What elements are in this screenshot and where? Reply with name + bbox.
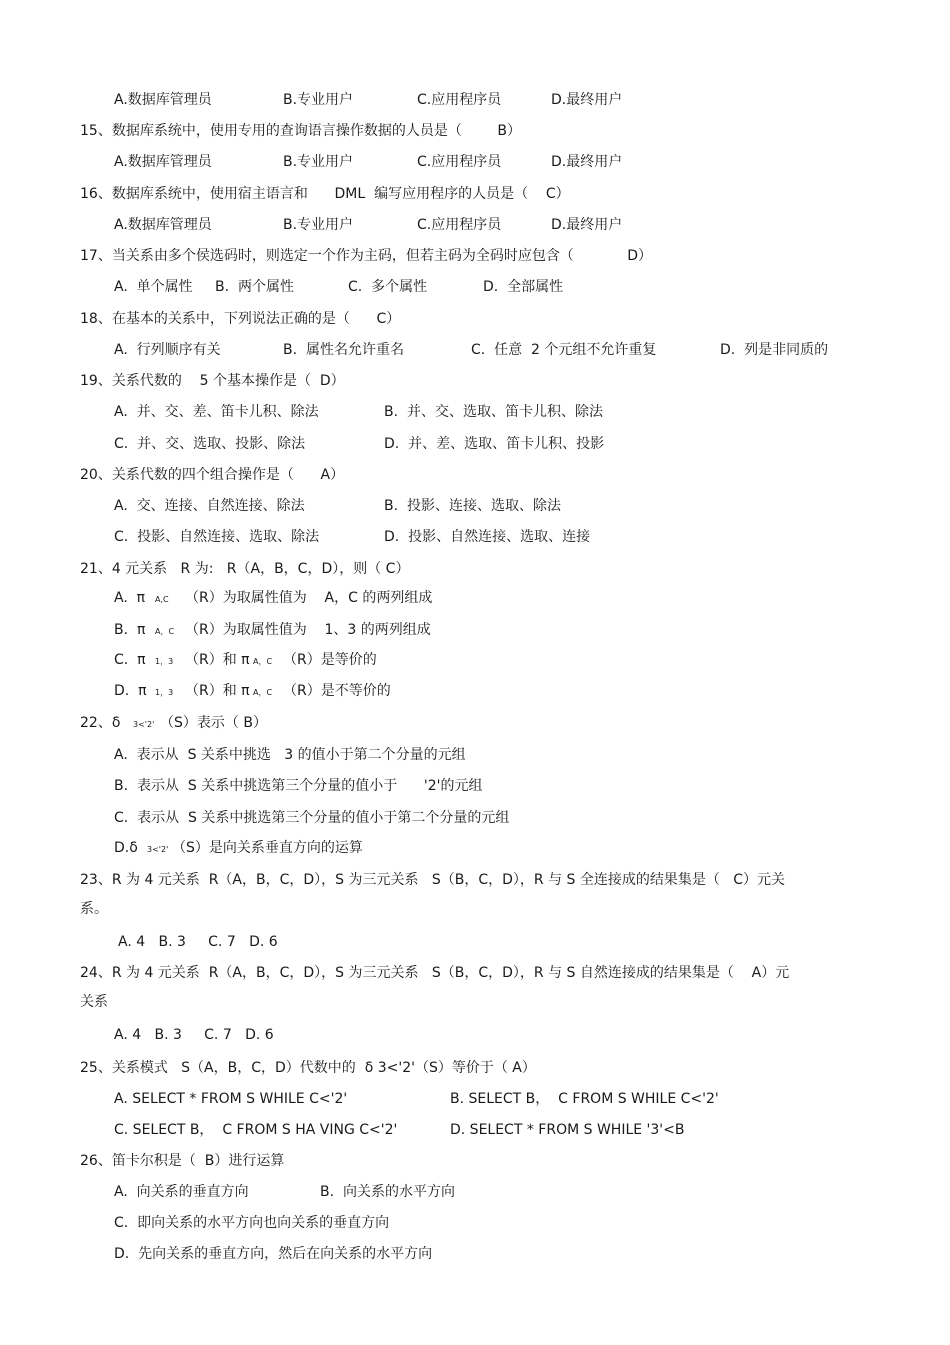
subscript-text: A,C (155, 595, 169, 604)
subscript-text: A，C (253, 657, 273, 666)
document-text-line: 23、R 为 4 元关系 R（A，B，C，D），S 为三元关系 S（B，C，D），R 与 S 全连接成的结果集是（ C）元关 (80, 872, 785, 888)
document-text-line: 22、δ (80, 715, 125, 731)
document-text-line: D.最终用户 (551, 92, 623, 108)
document-text-line: 25、关系模式 S（A，B，C，D）代数中的 δ 3<'2'（S）等价于（ A） (80, 1060, 536, 1076)
document-text-line: A. SELECT * FROM S WHILE C<'2' (114, 1091, 348, 1107)
document-text-line: D. SELECT * FROM S WHILE '3'<B (450, 1122, 685, 1138)
document-text-line: B. SELECT B， C FROM S WHILE C<'2' (450, 1091, 719, 1107)
document-text-line: B. 属性名允许重名 (283, 342, 404, 358)
document-text-line: （R）是不等价的 (283, 683, 391, 699)
document-text-line: D. 先向关系的垂直方向，然后在向关系的水平方向 (114, 1246, 433, 1262)
document-text-line: （R）和 π (185, 652, 255, 668)
document-text-line: C. 并、交、选取、投影、除法 (114, 436, 306, 452)
document-text-line: （R）为取属性值为 A，C 的两列组成 (185, 590, 433, 606)
document-text-line: A. 表示从 S 关系中挑选 3 的值小于第二个分量的元组 (114, 747, 466, 763)
document-text-line: A. 单个属性 (114, 279, 193, 295)
document-text-line: （R）是等价的 (283, 652, 377, 668)
document-text-line: C. 即向关系的水平方向也向关系的垂直方向 (114, 1215, 390, 1231)
subscript-text: A，C (155, 627, 175, 636)
document-text-line: A. 4 B. 3 C. 7 D. 6 (114, 1027, 274, 1043)
document-text-line: C.应用程序员 (417, 154, 502, 170)
document-text-line: C. 多个属性 (348, 279, 428, 295)
document-text-line: B.专业用户 (283, 217, 354, 233)
document-text-line: D. 投影、自然连接、选取、连接 (384, 529, 591, 545)
document-text-line: D. 全部属性 (483, 279, 564, 295)
document-text-line: C.应用程序员 (417, 92, 502, 108)
document-text-line: C. 投影、自然连接、选取、除法 (114, 529, 320, 545)
document-text-line: C. 任意 2 个元组不允许重复 (471, 342, 657, 358)
document-text-line: A. π (114, 590, 150, 606)
document-text-line: 15、数据库系统中，使用专用的查询语言操作数据的人员是（ B） (80, 123, 522, 139)
document-text-line: C. SELECT B， C FROM S HA VING C<'2' (114, 1122, 398, 1138)
subscript-text: A，C (253, 688, 273, 697)
document-text-line: 21、4 元关系 R 为: R（A，B，C，D），则（ C） (80, 561, 410, 577)
document-text-line: B. π (114, 622, 150, 638)
subscript-text: 1，3 (155, 688, 174, 697)
document-text-line: （S）是向关系垂直方向的运算 (172, 840, 363, 856)
document-text-line: B. 并、交、选取、笛卡儿积、除法 (384, 404, 603, 420)
document-text-line: 19、关系代数的 5 个基本操作是（ D） (80, 373, 345, 389)
document-text-line: 16、数据库系统中，使用宿主语言和 DML 编写应用程序的人员是（ C） (80, 186, 570, 202)
document-text-line: D. π (114, 683, 152, 699)
document-text-line: B. 两个属性 (215, 279, 294, 295)
document-text-line: A. 交、连接、自然连接、除法 (114, 498, 305, 514)
document-text-line: B.专业用户 (283, 154, 354, 170)
document-text-line: A. 向关系的垂直方向 (114, 1184, 249, 1200)
document-text-line: 20、关系代数的四个组合操作是（ A） (80, 467, 345, 483)
document-text-line: A.数据库管理员 (114, 92, 212, 108)
document-text-line: B.专业用户 (283, 92, 354, 108)
document-text-line: C. 表示从 S 关系中挑选第三个分量的值小于第二个分量的元组 (114, 810, 510, 826)
document-text-line: A.数据库管理员 (114, 154, 212, 170)
document-text-line: （R）和 π (185, 683, 255, 699)
document-text-line: 系。 (80, 901, 108, 917)
subscript-text: 3<'2' (133, 720, 155, 729)
document-text-line: B. 表示从 S 关系中挑选第三个分量的值小于 '2'的元组 (114, 778, 483, 794)
document-text-line: （S）表示（ B） (160, 715, 267, 731)
document-text-line: D.最终用户 (551, 154, 623, 170)
document-text-line: A. 行列顺序有关 (114, 342, 221, 358)
document-text-line: B. 向关系的水平方向 (320, 1184, 455, 1200)
document-text-line: C.应用程序员 (417, 217, 502, 233)
document-text-line: D. 并、差、选取、笛卡儿积、投影 (384, 436, 605, 452)
document-text-line: D.δ (114, 840, 143, 856)
document-text-line: 18、在基本的关系中，下列说法正确的是（ C） (80, 311, 401, 327)
document-text-line: C. π (114, 652, 151, 668)
document-text-line: 17、当关系由多个侯选码时，则选定一个作为主码，但若主码为全码时应包含（ D） (80, 248, 652, 264)
subscript-text: 1，3 (155, 657, 174, 666)
document-text-line: D.最终用户 (551, 217, 623, 233)
document-text-line: A. 并、交、差、笛卡儿积、除法 (114, 404, 319, 420)
document-text-line: D. 列是非同质的 (720, 342, 829, 358)
document-text-line: A. 4 B. 3 C. 7 D. 6 (118, 934, 278, 950)
document-text-line: 24、R 为 4 元关系 R（A，B，C，D），S 为三元关系 S（B，C，D），R 与 S 自然连接成的结果集是（ A）元 (80, 965, 790, 981)
document-text-line: 关系 (80, 994, 108, 1010)
document-text-line: 26、笛卡尔积是（ B）进行运算 (80, 1153, 285, 1169)
document-text-line: A.数据库管理员 (114, 217, 212, 233)
document-text-line: （R）为取属性值为 1、3 的两列组成 (185, 622, 431, 638)
subscript-text: 3<'2' (147, 845, 169, 854)
document-text-line: B. 投影、连接、选取、除法 (384, 498, 561, 514)
